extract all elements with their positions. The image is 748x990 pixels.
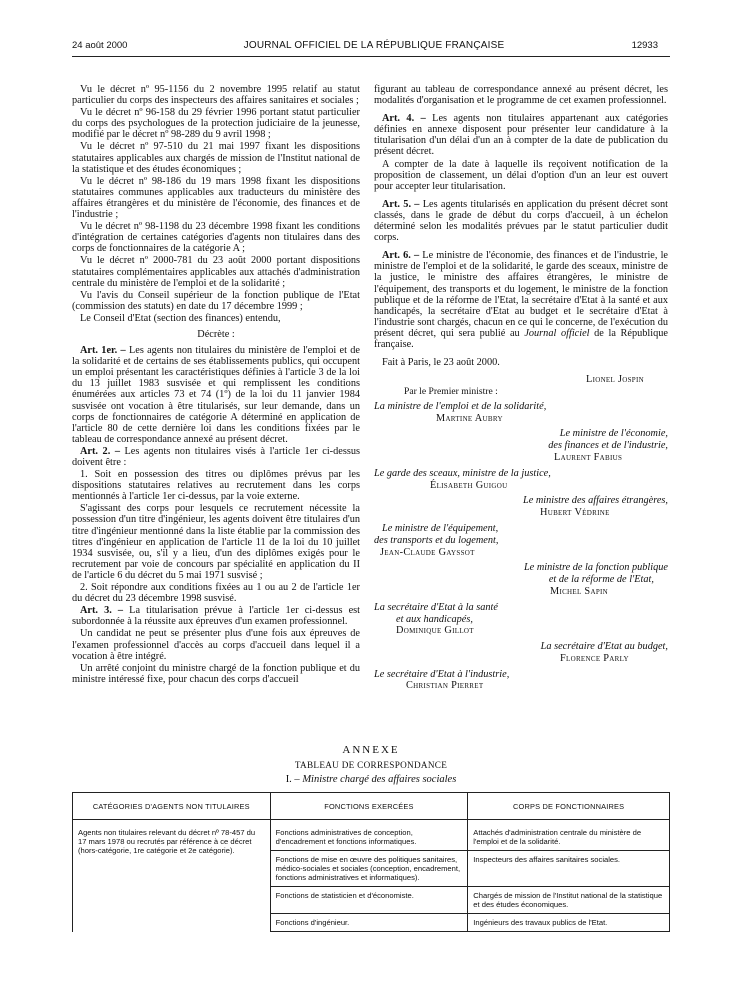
- signature-name: Laurent Fabius: [554, 451, 623, 463]
- article-6-text-end: de la République française.: [374, 327, 668, 350]
- header-rule: [72, 56, 670, 57]
- signature-title: des transports et du logement,: [374, 534, 499, 546]
- article-6-label: Art. 6. –: [382, 250, 420, 262]
- signature-name: Hubert Védrine: [540, 507, 610, 519]
- visa-paragraph: Vu le décret nº 2000-781 du 23 août 2000 portant dispositions statutaires complémentaires applicables aux attachés d'administration centrale du ministère de l'emploi et de la solidarité ;: [72, 255, 360, 289]
- journal-officiel-ref: Journal officiel: [524, 327, 590, 339]
- table-cell-fonction: Fonctions d'ingénieur.: [270, 914, 468, 932]
- article-2: [72, 446, 360, 468]
- article-3: [72, 605, 360, 627]
- article-4-text: Les agents non titulaires appartenant aux catégories définies en annexe disposent pour présenter leur candidature à la titularisation d'un délai d'un an à compter de la date de publication du présent décret.: [374, 113, 668, 158]
- header-date: 24 août 2000: [72, 40, 128, 51]
- article-4-item: A compter de la date à laquelle ils reçoivent notification de la proposition de classement, un délai d'option d'un an leur est ouvert pour accepter leur titularisation.: [374, 158, 668, 192]
- visa-paragraph: Vu le décret nº 98-1198 du 23 décembre 1998 fixant les conditions d'intégration de certaines catégories d'agents non titulaires dans des corps de fonctionnaires de la catégorie A ;: [72, 221, 360, 255]
- signature-title: Le secrétaire d'Etat à l'industrie,: [374, 668, 510, 680]
- signature-title: des finances et de l'industrie,: [548, 440, 668, 452]
- column-header: CATÉGORIES D'AGENTS NON TITULAIRES: [73, 793, 271, 820]
- signature-title: Le garde des sceaux, ministre de la justice,: [374, 467, 551, 479]
- column-header: CORPS DE FONCTIONNAIRES: [468, 793, 670, 820]
- table-cell-fonction: Fonctions administratives de conception, d'encadrement et fonctions informatiques.: [270, 820, 468, 851]
- annex-heading: [72, 744, 670, 785]
- article-5-label: Art. 5. –: [382, 198, 420, 210]
- article-3-item: Un arrêté conjoint du ministre chargé de la fonction publique et du ministre intéressé fixe, pour chacun des corps d'accueil: [72, 662, 360, 685]
- decrete-heading: Décrète :: [197, 328, 235, 340]
- signature-title: La secrétaire d'Etat au budget,: [540, 641, 668, 653]
- signature-name: Martine Aubry: [436, 412, 503, 424]
- article-1-label: Art. 1er. –: [80, 345, 126, 357]
- signatures: [374, 374, 668, 692]
- visa-paragraph: Vu le décret nº 95-1156 du 2 novembre 1995 relatif au statut particulier du corps des inspecteurs des affaires sanitaires et sociales ;: [72, 84, 360, 107]
- article-4-label: Art. 4. –: [382, 113, 426, 125]
- signature-title: et de la réforme de l'Etat,: [548, 574, 654, 586]
- table-cell-corps: Chargés de mission de l'Institut national de la statistique et des études économiques.: [468, 887, 670, 914]
- right-column: [374, 84, 668, 692]
- article-3-text: La titularisation prévue à l'article 1er ci-dessus est subordonnée à la réussite aux épreuves d'un examen professionnel.: [72, 605, 361, 628]
- annex-section-number: I. –: [285, 774, 300, 785]
- signature-name: Michel Sapin: [550, 585, 608, 597]
- signature-title: Le ministre des affaires étrangères,: [522, 495, 668, 507]
- signature-title: Le ministre de l'économie,: [559, 428, 668, 440]
- signature-title: La secrétaire d'Etat à la santé: [374, 601, 498, 613]
- visa-paragraph: Vu l'avis du Conseil supérieur de la fonction publique de l'Etat (commission des statuts) en date du 17 décembre 1999 ;: [72, 289, 360, 312]
- article-2-text: Les agents non titulaires visés à l'article 1er ci-dessus doivent être :: [72, 445, 360, 468]
- header-page-number: 12933: [631, 40, 658, 51]
- article-5-text: Les agents titularisés en application du présent décret sont classés, dans le grade de début du corps d'accueil, à un échelon déterminé selon les modalités prévues par le statut particulier dudit corps.: [374, 198, 668, 244]
- article-1: [72, 345, 360, 445]
- article-3-label: Art. 3. –: [80, 605, 124, 617]
- table-cell-fonction: Fonctions de statisticien et d'économiste.: [270, 887, 468, 914]
- annex-subtitle: TABLEAU DE CORRESPONDANCE: [294, 760, 448, 770]
- annex-title: ANNEXE: [342, 744, 400, 756]
- article-2-label: Art. 2. –: [80, 445, 120, 457]
- table-cell-corps: Ingénieurs des travaux publics de l'Etat.: [468, 914, 670, 932]
- signature-title: et aux handicapés,: [396, 613, 473, 625]
- visa-paragraph: Vu le décret nº 96-158 du 29 février 1996 portant statut particulier du corps des psychologues de la protection judiciaire de la jeunesse, modifié par le décret nº 98-289 du 9 avril 1998 ;: [72, 107, 360, 141]
- article-5: [374, 199, 668, 243]
- fait-a-paris: Fait à Paris, le 23 août 2000.: [382, 357, 500, 369]
- header-journal-title: JOURNAL OFFICIEL DE LA RÉPUBLIQUE FRANÇAISE: [243, 40, 505, 51]
- signature-name: Lionel Jospin: [586, 374, 644, 386]
- article-3-item: Un candidat ne peut se présenter plus d'une fois aux épreuves de l'examen professionnel d'accès au corps d'accueil dans lequel il a vocation à être intégré.: [72, 628, 360, 662]
- signature-title: La ministre de l'emploi et de la solidarité,: [374, 400, 547, 412]
- signature-title: Le ministre de la fonction publique: [523, 562, 668, 574]
- annex-section: [72, 774, 670, 785]
- correspondence-table: [72, 792, 670, 932]
- article-4: [374, 113, 668, 157]
- signature-name: Christian Pierret: [406, 680, 484, 692]
- article-2-item: S'agissant des corps pour lesquels ce recrutement nécessite la possession d'un titre d'ingénieur, les agents doivent être titulaires d'un titre d'ingénieur mentionné dans la liste établie par la commission des titres d'ingénieur en application de l'article 11 de la loi du 10 juillet 1934 susvisée, ou, s'il y a lieu, d'un des diplômes exigés pour le recrutement par voie de concours par spécialité en application du II de l'article 6 du décret du 5 mai 1971 susvisé ;: [72, 503, 360, 581]
- table-cell-fonction: Fonctions de mise en œuvre des politiques sanitaires, médico-sociales et sociales (conception, encadrement, fonctions administratives et informatiques).: [270, 851, 468, 887]
- continued-paragraph: figurant au tableau de correspondance annexé au présent décret, les modalités d'organisation et le programme de cet examen professionnel.: [374, 84, 668, 107]
- table-cell-category: Agents non titulaires relevant du décret nº 78-457 du 17 mars 1978 ou recrutés par référence à ce décret (hors-catégorie, 1re catégorie et 2e catégorie).: [73, 820, 271, 932]
- signature-name: Élisabeth Guigou: [430, 479, 508, 491]
- signature-name: Dominique Gillot: [396, 625, 474, 637]
- signature-name: Florence Parly: [560, 652, 629, 664]
- signature-title: Le ministre de l'équipement,: [382, 522, 499, 534]
- visa-paragraph: Le Conseil d'Etat (section des finances) entendu,: [80, 312, 281, 324]
- article-2-item: 2. Soit répondre aux conditions fixées au 1 ou au 2 de l'article 1er du décret du 23 décembre 1998 susvisé.: [72, 582, 360, 605]
- table-row: [73, 820, 670, 851]
- visa-paragraph: Vu le décret nº 98-186 du 19 mars 1998 fixant les dispositions statutaires communes applicables aux traducteurs du ministère des affaires étrangères et du ministère de l'économie, des finances et de l'industrie ;: [72, 175, 360, 221]
- column-header: FONCTIONS EXERCÉES: [270, 793, 468, 820]
- page-header: [0, 40, 748, 56]
- par-le-premier-ministre: Par le Premier ministre :: [404, 385, 498, 397]
- visa-paragraph: Vu le décret nº 97-510 du 21 mai 1997 fixant les dispositions statutaires applicables aux chargés de mission de l'Institut national de la statistique et des études économiques ;: [72, 141, 360, 175]
- signature-name: Jean-Claude Gayssot: [380, 546, 475, 558]
- article-1-text: Les agents non titulaires du ministère de l'emploi et de la solidarité et de certains de ses établissements publics, qui occupent un emploi présentant les caractéristiques définies à l'article 3 de la loi du 13 juillet 1983 susvisée et qui remplissent les conditions énumérées aux articles 73 et 74 (1º) de la loi du 11 janvier 1984 susvisée ont vocation à être titularisés, sur leur demande, dans un corps de fonctionnaires de catégorie A déterminé en application de l'article 80 de cette dernière loi dans les conditions fixées par le tableau de correspondance annexé au présent décret.: [72, 345, 360, 445]
- annex-section-title: Ministre chargé des affaires sociales: [302, 774, 457, 785]
- table-cell-corps: Attachés d'administration centrale du ministère de l'emploi et de la solidarité.: [468, 820, 670, 851]
- table-cell-corps: Inspecteurs des affaires sanitaires sociales.: [468, 851, 670, 887]
- article-6: [374, 250, 668, 350]
- table-header-row: [73, 793, 670, 820]
- left-column: [72, 84, 360, 686]
- article-2-item: 1. Soit en possession des titres ou diplômes prévus par les dispositions statutaires relatives au recrutement dans les corps mentionnés à l'article 1er ci-dessus, par la voie externe.: [72, 469, 360, 503]
- article-6-text: Le ministre de l'économie, des finances et de l'industrie, le ministre de l'emploi et de la solidarité, le garde des sceaux, ministre de la justice, le ministre des affaires étrangères, le ministre de l'équipement, des transports et du logement, le ministre de la fonction publique et de la réforme de l'Etat, la secrétaire d'Etat à la santé et aux handicapés, la secrétaire d'Etat au budget et le secrétaire d'Etat à l'industrie sont chargés, chacun en ce qui le concerne, de l'exécution du présent décret, qui sera publié au: [374, 250, 669, 339]
